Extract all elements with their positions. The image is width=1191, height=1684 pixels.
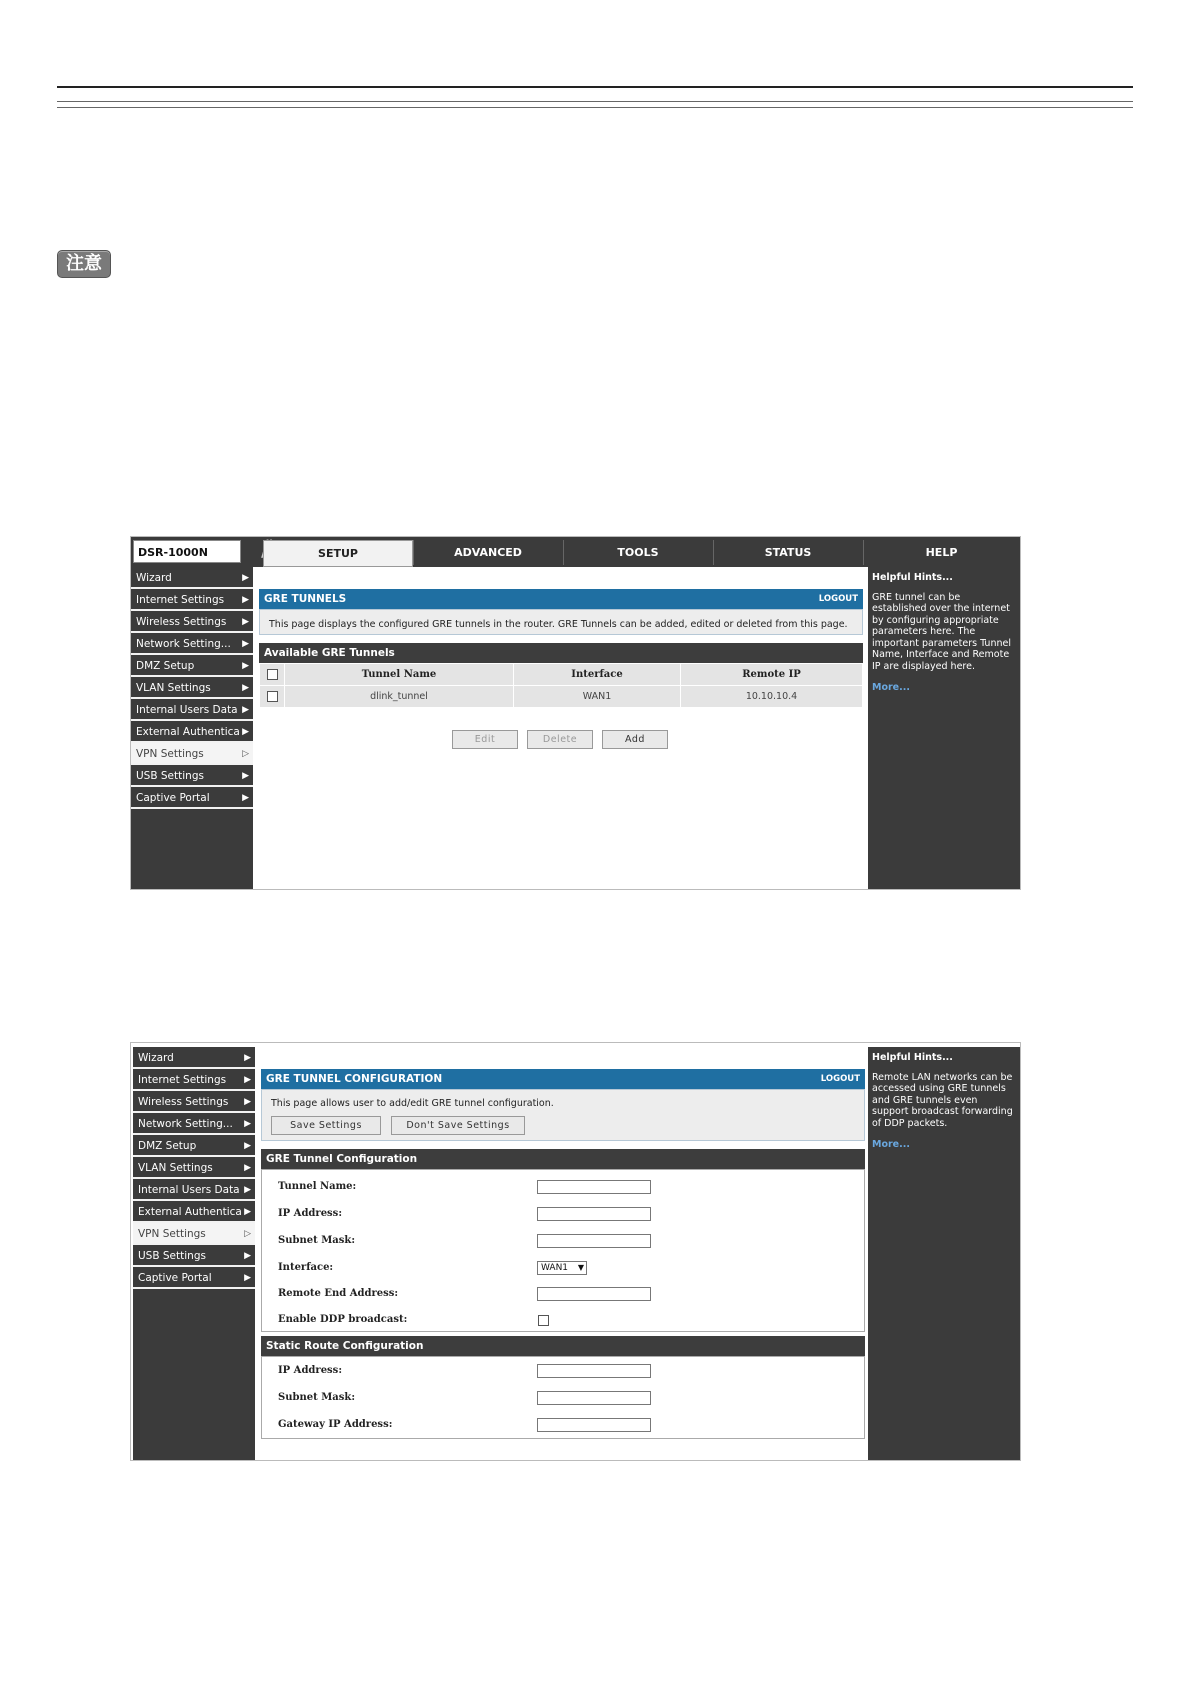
sidebar-item-captive-portal[interactable]: Captive Portal ▶ [131,787,253,809]
static-subnet-mask-input[interactable] [537,1391,651,1405]
enable-ddp-label: Enable DDP broadcast: [278,1314,408,1325]
arrow-right-icon: ▶ [244,1207,251,1217]
column-interface: Interface [514,664,681,686]
arrow-right-icon: ▶ [242,793,249,803]
sidebar-item-dmz-setup[interactable]: DMZ Setup ▶ [131,655,253,677]
ip-address-input[interactable] [537,1207,651,1221]
cell-interface: WAN1 [514,686,681,708]
header-rule [57,86,1133,88]
arrow-right-icon: ▶ [242,639,249,649]
arrow-right-icon: ▶ [244,1053,251,1063]
sidebar-item-wireless-settings[interactable]: Wireless Settings ▶ [133,1091,255,1113]
arrow-right-icon: ▶ [242,617,249,627]
help-title: Helpful Hints... [872,1052,953,1063]
sidebar-item-usb-settings[interactable]: USB Settings ▶ [133,1245,255,1267]
sidebar-item-vpn-settings[interactable]: VPN Settings ▷ [133,1223,255,1245]
static-ip-address-label: IP Address: [278,1365,343,1376]
interface-select[interactable]: WAN1 ▼ [537,1261,587,1275]
static-subnet-mask-label: Subnet Mask: [278,1392,356,1403]
logout-link[interactable]: LOGOUT [820,1074,860,1084]
page-description-box [261,1089,865,1141]
help-more-link[interactable]: More... [872,682,910,693]
arrow-right-icon: ▶ [242,683,249,693]
page-description: This page allows user to add/edit GRE tunnel configuration. [271,1098,554,1109]
tab-status[interactable]: STATUS [713,540,862,565]
section-title: GRE TUNNEL CONFIGURATION [266,1073,443,1085]
gre-config-form [261,1169,865,1332]
sidebar-item-external-authentication[interactable]: External Authentica ▶ [133,1201,255,1223]
select-all-cell [260,664,285,686]
add-button[interactable]: Add [602,730,668,749]
remote-end-address-label: Remote End Address: [278,1288,399,1299]
tab-tools[interactable]: TOOLS [563,540,712,565]
sidebar-item-internal-users-data[interactable]: Internal Users Data ▶ [133,1179,255,1201]
delete-button[interactable]: Delete [527,730,593,749]
sidebar-item-internet-settings[interactable]: Internet Settings ▶ [131,589,253,611]
table-header-row [260,664,863,686]
sidebar-item-wizard[interactable]: Wizard ▶ [131,567,253,589]
subnet-mask-label: Subnet Mask: [278,1235,356,1246]
main-content [257,1047,867,1460]
note-badge: 注意 [57,250,111,278]
save-settings-button[interactable]: Save Settings [271,1116,381,1135]
row-checkbox[interactable] [267,691,278,702]
interface-label: Interface: [278,1262,334,1273]
help-panel [868,1047,1020,1460]
sidebar-item-external-authentication[interactable]: External Authentica ▶ [131,721,253,743]
static-route-header: Static Route Configuration [261,1336,865,1356]
column-tunnel-name: Tunnel Name [285,664,514,686]
arrow-right-icon: ▶ [244,1251,251,1261]
arrow-right-icon: ▶ [242,771,249,781]
help-text: Remote LAN networks can be accessed using GRE tunnels and GRE tunnels even support broadcast forwarding of DDP packets. [872,1071,1013,1129]
chevron-down-icon: ▼ [577,1263,584,1272]
tab-advanced[interactable]: ADVANCED [413,540,562,565]
arrow-right-icon: ▶ [244,1119,251,1129]
sidebar-menu [133,1047,255,1460]
column-remote-ip: Remote IP [681,664,863,686]
subnet-mask-input[interactable] [537,1234,651,1248]
sidebar-item-usb-settings[interactable]: USB Settings ▶ [131,765,253,787]
page-description: This page displays the configured GRE tunnels in the router. GRE Tunnels can be added, edited or deleted from this page. [259,609,863,635]
arrow-right-outline-icon: ▷ [244,1229,251,1239]
header-double-rule [57,101,1133,108]
sidebar-item-network-settings[interactable]: Network Setting... ▶ [131,633,253,655]
gre-tunnels-table [259,663,863,708]
arrow-right-icon: ▶ [242,573,249,583]
ip-address-label: IP Address: [278,1208,343,1219]
arrow-right-icon: ▶ [244,1097,251,1107]
table-title: Available GRE Tunnels [259,643,863,663]
sidebar-item-wireless-settings[interactable]: Wireless Settings ▶ [131,611,253,633]
sidebar-item-dmz-setup[interactable]: DMZ Setup ▶ [133,1135,255,1157]
arrow-right-icon: ▶ [244,1075,251,1085]
dont-save-settings-button[interactable]: Don't Save Settings [391,1116,525,1135]
gre-tunnels-screenshot [130,536,1021,890]
help-title: Helpful Hints... [872,572,953,583]
arrow-right-icon: ▶ [244,1163,251,1173]
sidebar-item-network-settings[interactable]: Network Setting... ▶ [133,1113,255,1135]
gateway-ip-input[interactable] [537,1418,651,1432]
edit-button[interactable]: Edit [452,730,518,749]
row-select-cell [260,686,285,708]
arrow-right-icon: ▶ [244,1141,251,1151]
sidebar-item-internal-users-data[interactable]: Internal Users Data ▶ [131,699,253,721]
help-more-link[interactable]: More... [872,1139,910,1150]
tunnel-name-label: Tunnel Name: [278,1181,357,1192]
section-title: GRE TUNNELS [264,593,347,605]
sidebar-item-internet-settings[interactable]: Internet Settings ▶ [133,1069,255,1091]
arrow-right-outline-icon: ▷ [242,749,249,759]
tab-setup[interactable]: SETUP [263,540,413,567]
logout-link[interactable]: LOGOUT [818,594,858,604]
arrow-right-icon: ▶ [244,1273,251,1283]
arrow-right-icon: ▶ [242,661,249,671]
arrow-right-icon: ▶ [242,595,249,605]
static-ip-address-input[interactable] [537,1364,651,1378]
section-header [259,589,863,609]
section-header [261,1069,865,1089]
table-row[interactable] [260,686,863,708]
top-navigation [131,537,1020,567]
cell-tunnel-name: dlink_tunnel [285,686,514,708]
help-text: GRE tunnel can be established over the internet by configuring appropriate parameters here. The important parameters Tunnel Name, Interface and Remote IP are displayed here. [872,591,1011,672]
sidebar-item-wizard[interactable]: Wizard ▶ [133,1047,255,1069]
help-panel [868,567,1020,889]
main-content [255,567,867,889]
remote-end-address-input[interactable] [537,1287,651,1301]
select-all-checkbox[interactable] [267,669,278,680]
gre-tunnel-configuration-screenshot [130,1042,1021,1461]
static-route-form [261,1356,865,1439]
arrow-right-icon: ▶ [242,705,249,715]
sidebar-menu [131,567,253,889]
sidebar-item-vlan-settings[interactable]: VLAN Settings ▶ [133,1157,255,1179]
sidebar-item-vpn-settings[interactable]: VPN Settings ▷ [131,743,253,765]
tunnel-name-input[interactable] [537,1180,651,1194]
sidebar-item-vlan-settings[interactable]: VLAN Settings ▶ [131,677,253,699]
product-logo: DSR-1000N [133,540,241,563]
tab-help[interactable]: HELP [863,540,1019,565]
sidebar-item-captive-portal[interactable]: Captive Portal ▶ [133,1267,255,1289]
arrow-right-icon: ▶ [242,727,249,737]
enable-ddp-checkbox[interactable] [538,1315,549,1326]
arrow-right-icon: ▶ [244,1185,251,1195]
gateway-ip-label: Gateway IP Address: [278,1419,393,1430]
cell-remote-ip: 10.10.10.4 [681,686,863,708]
gre-config-header: GRE Tunnel Configuration [261,1149,865,1169]
